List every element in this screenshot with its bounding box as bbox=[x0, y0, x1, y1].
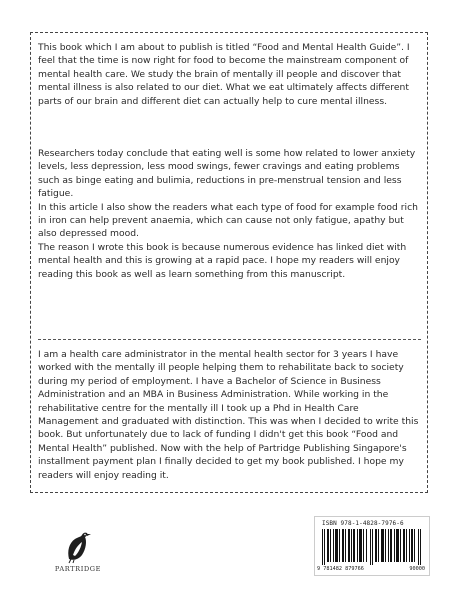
author-section bbox=[38, 348, 422, 482]
intro-section bbox=[38, 41, 422, 108]
author-bio-paragraph: I am a health care administrator in the mental health sector for 3 years I have worked with the mentally ill people helping them to rehabilitate back to society during my period of employment. I have a Bachelor of Science in Business Administration and an MBA in Business Administration. While working in the rehabilitative centre for the mentally ill I took up a Phd in Health Care Management and graduated with distinction. This was when I decided to write this book. But unfortunately due to lack of funding I didn't get this book “Food and Mental Health” published. Now with the help of Partridge Publishing Singapore's installment payment plan I finally decided to get my book published. I hope my readers will enjoy reading it. bbox=[38, 349, 419, 481]
article-paragraph: In this article I also show the readers what each type of food for example food rich in iron can help prevent anaemia, which can cause not only fatigue, apathy but also depressed mood. bbox=[38, 201, 418, 240]
isbn-number: ISBN 978-1-4828-7976-6 bbox=[322, 520, 404, 527]
barcode-digits: 9 781482 879766 bbox=[317, 566, 364, 572]
research-paragraph: Researchers today conclude that eating well is some how related to lower anxiety levels, less depression, less mood swings, fewer cravings and eating problems such as binge eating and bulimia, reductions in pre-menstrual tension and less fatigue. bbox=[38, 148, 416, 200]
research-section bbox=[38, 147, 422, 281]
intro-paragraph: This book which I am about to publish is titled “Food and Mental Health Guide”. I feel that the time is now right for food to become the mainstream component of mental health care. We study the brain of mentally ill people and discover that mental illness is also related to our diet. What we eat ultimately affects different parts of our brain and different diet can actually help to cure mental illness. bbox=[38, 42, 410, 107]
section-divider bbox=[38, 339, 421, 340]
price-code: 90000 bbox=[409, 566, 425, 572]
isbn-barcode bbox=[314, 516, 430, 576]
publisher-name: PARTRIDGE bbox=[54, 565, 102, 573]
barcode-bars bbox=[322, 529, 424, 565]
reason-paragraph: The reason I wrote this book is because numerous evidence has linked diet with mental health and this is growing at a rapid pace. I hope my readers will enjoy reading this book as well as learn something from this manuscript. bbox=[38, 241, 407, 280]
